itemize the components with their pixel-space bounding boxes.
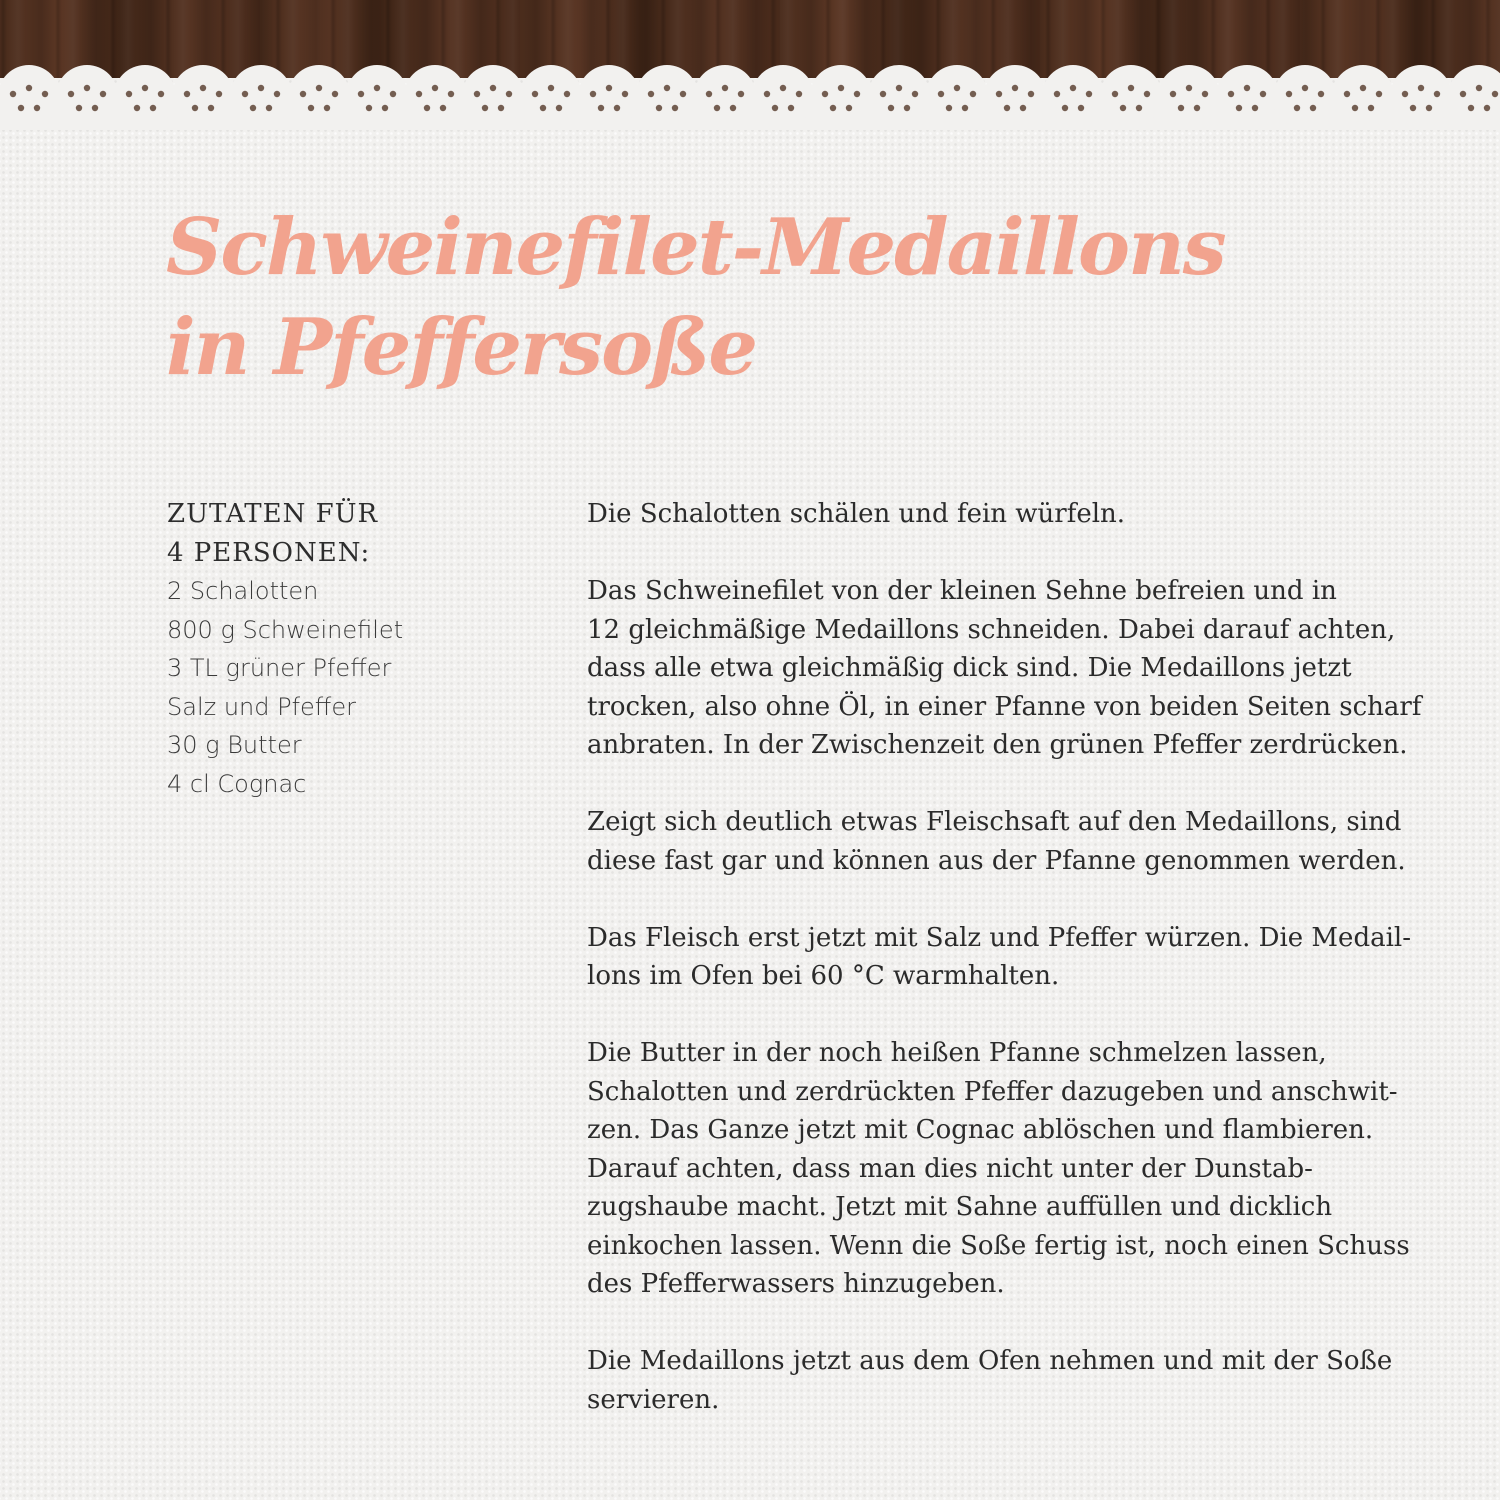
instruction-line: lons im Ofen bei 60 °C warmhalten. xyxy=(587,961,1060,991)
ingredients-list xyxy=(167,572,487,803)
instruction-step-4 xyxy=(587,919,1447,996)
instruction-step-1 xyxy=(587,495,1447,534)
ingredient-item: 2 Schalotten xyxy=(167,577,319,605)
ingredient-item: 3 TL grüner Pfeffer xyxy=(167,654,392,682)
instruction-line: trocken, also ohne Öl, in einer Pfanne von beiden Seiten scharf xyxy=(587,691,1422,722)
ingredients-heading-line-1: ZUTATEN FÜR xyxy=(167,499,379,529)
instruction-line: Das Fleisch erst jetzt mit Salz und Pfeffer würzen. Die Medail- xyxy=(587,922,1412,953)
ingredient-item: 4 cl Cognac xyxy=(167,769,307,798)
ingredient-item: 800 g Schweinefilet xyxy=(167,615,404,644)
instruction-line: einkochen lassen. Wenn die Soße fertig ist, noch einen Schuss xyxy=(587,1230,1410,1261)
instruction-line: Schalotten und zerdrückten Pfeffer dazugeben und anschwit- xyxy=(587,1076,1398,1107)
recipe-title xyxy=(166,198,1366,398)
instruction-line: 12 gleichmäßige Medaillons schneiden. Dabei darauf achten, xyxy=(587,614,1396,645)
instruction-line: diese fast gar und können aus der Pfanne genommen werden. xyxy=(587,845,1406,876)
lace-border xyxy=(0,60,1500,130)
instruction-line: Die Butter in der noch heißen Pfanne schmelzen lassen, xyxy=(587,1038,1327,1068)
instruction-line: Zeigt sich deutlich etwas Fleischsaft auf den Medaillons, sind xyxy=(587,807,1402,837)
instruction-step-5 xyxy=(587,1034,1447,1304)
instruction-line: Die Medaillons jetzt aus dem Ofen nehmen und mit der Soße xyxy=(587,1346,1393,1376)
ingredients-heading xyxy=(167,495,487,572)
ingredients-heading-line-2: 4 PERSONEN: xyxy=(167,537,371,568)
instruction-step-6 xyxy=(587,1342,1447,1419)
instruction-line: anbraten. In der Zwischenzeit den grünen Pfeffer zerdrücken. xyxy=(587,730,1408,760)
instructions-section xyxy=(587,495,1447,1458)
instruction-step-2 xyxy=(587,572,1447,765)
recipe-title-line-1: Schweinefilet-Medaillons xyxy=(166,202,1225,293)
ingredients-section xyxy=(167,495,487,803)
ingredient-item: Salz und Pfeffer xyxy=(167,692,356,721)
instruction-step-3 xyxy=(587,803,1447,880)
recipe-title-line-2: in Pfeffersoße xyxy=(166,302,756,393)
instruction-line: zen. Das Ganze jetzt mit Cognac ablöschen und flambieren. xyxy=(587,1115,1374,1145)
instruction-line: Die Schalotten schälen und fein würfeln. xyxy=(587,499,1126,529)
instruction-line: dass alle etwa gleichmäßig dick sind. Die Medaillons jetzt xyxy=(587,653,1352,683)
instruction-line: Darauf achten, dass man dies nicht unter der Dunstab- xyxy=(587,1153,1313,1184)
instruction-line: zugshaube macht. Jetzt mit Sahne auffüllen und dicklich xyxy=(587,1192,1333,1222)
ingredient-item: 30 g Butter xyxy=(167,731,302,759)
instruction-line: servieren. xyxy=(587,1384,720,1415)
instruction-line: des Pfefferwassers hinzugeben. xyxy=(587,1269,1005,1299)
instruction-line: Das Schweinefilet von der kleinen Sehne befreien und in xyxy=(587,576,1337,606)
